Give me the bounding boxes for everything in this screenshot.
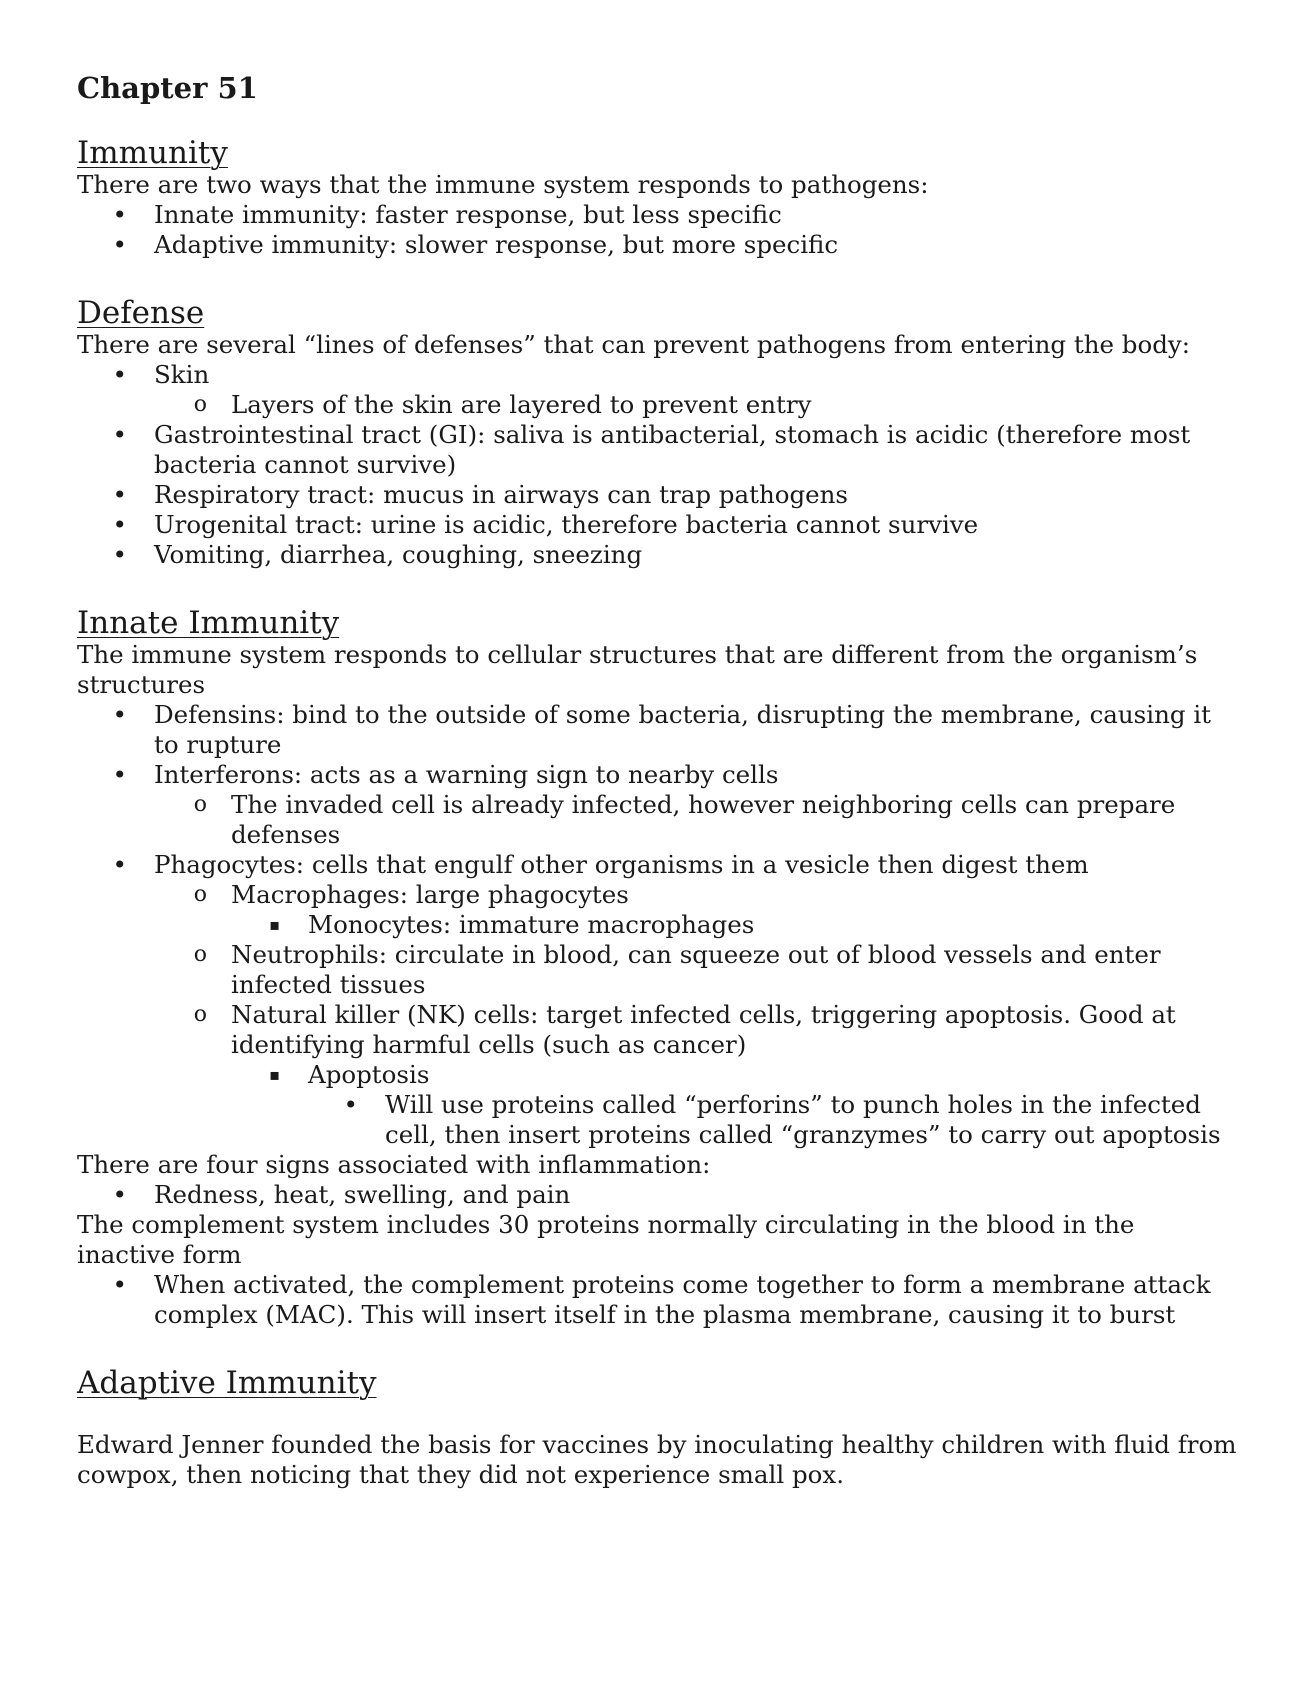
list-item (77, 1180, 1237, 1210)
list-item-text: Macrophages: large phagocytes (231, 880, 629, 909)
skin-sublist (154, 390, 1237, 420)
list-item (231, 910, 1237, 940)
complement-intro: The complement system includes 30 proteins normally circulating in the blood in the inactive form (77, 1210, 1135, 1269)
circle-bullet-icon (154, 880, 231, 910)
innate-intro: The immune system responds to cellular structures that are different from the organism’s structures (77, 640, 1198, 699)
list-item-text: Defensins: bind to the outside of some bacteria, disrupting the membrane, causing it to rupture (154, 700, 1212, 759)
bullet-icon (77, 1270, 154, 1300)
list-item (77, 480, 1237, 510)
list-item (77, 1270, 1237, 1330)
list-item (77, 360, 1237, 420)
complement-list (77, 1270, 1237, 1330)
list-item (77, 540, 1237, 570)
list-item (154, 880, 1237, 940)
list-item-text: Apoptosis (308, 1060, 430, 1089)
list-item-text: Redness, heat, swelling, and pain (154, 1180, 571, 1209)
bullet-icon (77, 760, 154, 790)
bullet-icon (77, 230, 154, 260)
list-item-text: Skin (154, 360, 210, 389)
bullet-icon (77, 850, 154, 880)
list-item (154, 390, 1237, 420)
bullet-icon (77, 200, 154, 230)
heading-immunity: Immunity (77, 135, 228, 171)
apoptosis-sublist (308, 1090, 1237, 1150)
chapter-title: Chapter 51 (77, 71, 258, 105)
macrophages-sublist (231, 910, 1237, 940)
heading-adaptive-immunity: Adaptive Immunity (77, 1365, 377, 1401)
circle-bullet-icon (154, 1000, 231, 1030)
list-item-text: Neutrophils: circulate in blood, can squeeze out of blood vessels and enter infected tissues (231, 940, 1161, 999)
bullet-icon (308, 1090, 385, 1120)
list-item (154, 790, 1237, 850)
list-item-text: The invaded cell is already infected, however neighboring cells can prepare defenses (231, 790, 1176, 849)
circle-bullet-icon (154, 940, 231, 970)
square-bullet-icon (231, 910, 308, 940)
inflammation-list (77, 1180, 1237, 1210)
list-item (154, 1000, 1237, 1150)
list-item-text: Vomiting, diarrhea, coughing, sneezing (154, 540, 643, 569)
square-bullet-icon (231, 1060, 308, 1090)
list-item-text: Respiratory tract: mucus in airways can trap pathogens (154, 480, 849, 509)
heading-innate-immunity: Innate Immunity (77, 605, 340, 641)
circle-bullet-icon (154, 390, 231, 420)
interferons-sublist (154, 790, 1237, 850)
jenner-paragraph: Edward Jenner founded the basis for vaccines by inoculating healthy children with fluid from cowpox, then noticing that they did not experience small pox. (77, 1430, 1237, 1489)
list-item (77, 420, 1237, 480)
list-item-text: Adaptive immunity: slower response, but more specific (154, 230, 839, 259)
section-adaptive-immunity (77, 1366, 1237, 1490)
immunity-intro: There are two ways that the immune system responds to pathogens: (77, 170, 929, 199)
list-item (77, 700, 1237, 760)
list-item-text: Monocytes: immature macrophages (308, 910, 755, 939)
bullet-icon (77, 510, 154, 540)
list-item-text: Phagocytes: cells that engulf other organisms in a vesicle then digest them (154, 850, 1089, 879)
section-defense (77, 296, 1237, 570)
list-item-text: When activated, the complement proteins come together to form a membrane attack complex (MAC). This will insert itself in the plasma membrane, causing it to burst (154, 1270, 1211, 1329)
list-item-text: Layers of the skin are layered to prevent entry (231, 390, 812, 419)
bullet-icon (77, 480, 154, 510)
bullet-icon (77, 360, 154, 390)
section-innate-immunity (77, 606, 1237, 1330)
list-item (77, 230, 1237, 260)
circle-bullet-icon (154, 790, 231, 820)
bullet-icon (77, 700, 154, 730)
list-item (77, 850, 1237, 1150)
list-item-text: Interferons: acts as a warning sign to nearby cells (154, 760, 779, 789)
list-item (231, 1060, 1237, 1150)
defense-intro: There are several “lines of defenses” that can prevent pathogens from entering the body: (77, 330, 1190, 359)
list-item-text: Will use proteins called “perforins” to punch holes in the infected cell, then insert proteins called “granzymes” to carry out apoptosis (385, 1090, 1221, 1149)
document-page (77, 70, 1237, 1490)
inflammation-intro: There are four signs associated with inflammation: (77, 1150, 711, 1179)
section-immunity (77, 136, 1237, 260)
bullet-icon (77, 420, 154, 450)
list-item (154, 940, 1237, 1000)
bullet-icon (77, 1180, 154, 1210)
list-item-text: Gastrointestinal tract (GI): saliva is antibacterial, stomach is acidic (therefore most bacteria cannot survive) (154, 420, 1191, 479)
list-item-text: Natural killer (NK) cells: target infected cells, triggering apoptosis. Good at identifying harmful cells (such as cancer) (231, 1000, 1176, 1059)
bullet-icon (77, 540, 154, 570)
heading-defense: Defense (77, 295, 205, 331)
defense-list (77, 360, 1237, 570)
list-item (77, 200, 1237, 230)
list-item (77, 760, 1237, 850)
list-item (77, 510, 1237, 540)
list-item-text: Innate immunity: faster response, but less specific (154, 200, 782, 229)
nk-sublist (231, 1060, 1237, 1150)
innate-list (77, 700, 1237, 1150)
immunity-list (77, 200, 1237, 260)
phagocytes-sublist (154, 880, 1237, 1150)
list-item (308, 1090, 1237, 1150)
list-item-text: Urogenital tract: urine is acidic, therefore bacteria cannot survive (154, 510, 979, 539)
